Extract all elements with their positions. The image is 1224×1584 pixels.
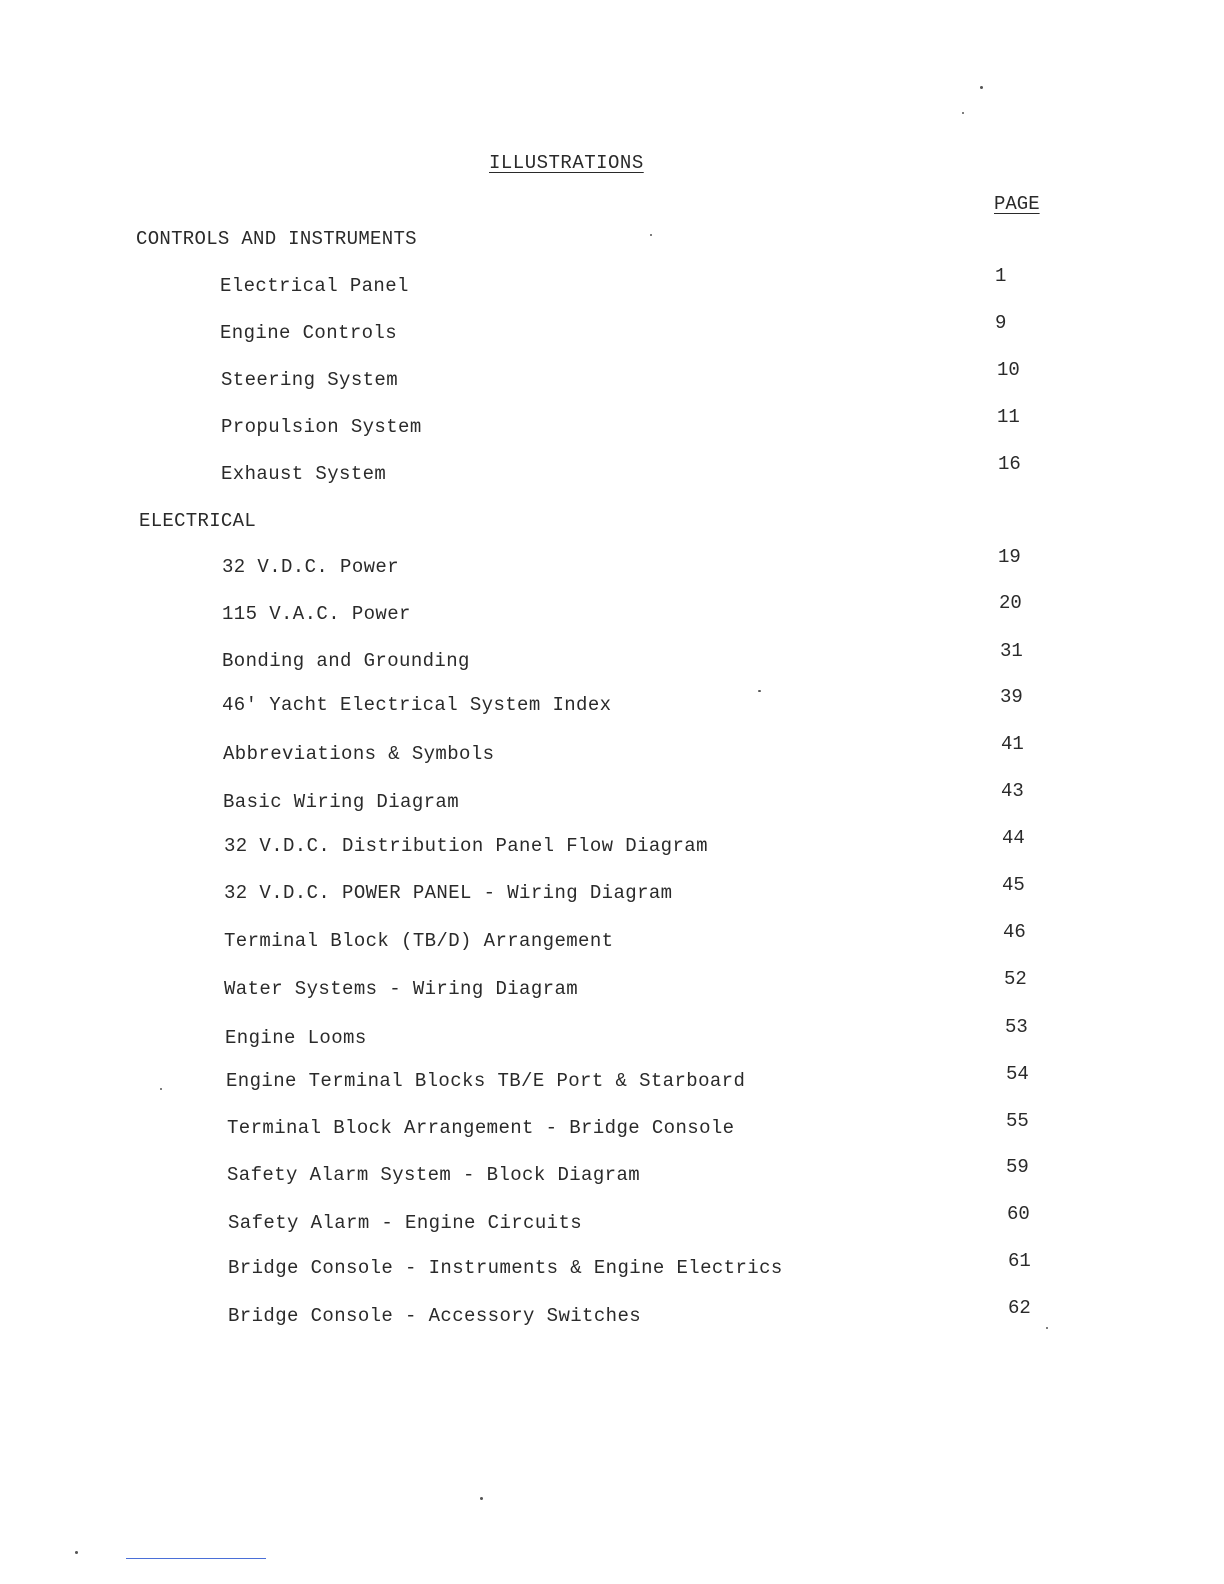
entry-label: Bridge Console - Accessory Switches xyxy=(228,1305,642,1327)
entry-label: Safety Alarm - Engine Circuits xyxy=(228,1212,583,1234)
entry-page-number: 9 xyxy=(995,312,1007,334)
entry-label: Bonding and Grounding xyxy=(222,650,470,672)
scan-speck xyxy=(650,234,652,236)
entry-label: Terminal Block (TB/D) Arrangement xyxy=(224,930,614,952)
entry-page-number: 54 xyxy=(1006,1063,1029,1085)
entry-page-number: 60 xyxy=(1007,1203,1030,1225)
page-column-header: PAGE xyxy=(994,193,1040,215)
entry-page-number: 10 xyxy=(997,359,1020,381)
entry-page-number: 45 xyxy=(1002,874,1025,896)
entry-label: Safety Alarm System - Block Diagram xyxy=(227,1164,641,1186)
entry-page-number: 59 xyxy=(1006,1156,1029,1178)
entry-page-number: 46 xyxy=(1003,921,1026,943)
entry-label: Electrical Panel xyxy=(220,275,409,297)
entry-page-number: 62 xyxy=(1008,1297,1031,1319)
entry-page-number: 20 xyxy=(999,592,1022,614)
entry-label: 115 V.A.C. Power xyxy=(222,603,411,625)
entry-page-number: 1 xyxy=(995,265,1007,287)
entry-page-number: 11 xyxy=(997,406,1020,428)
entry-page-number: 43 xyxy=(1001,780,1024,802)
scan-speck xyxy=(1046,1327,1048,1329)
entry-label: Steering System xyxy=(221,369,399,391)
scan-speck xyxy=(480,1497,483,1500)
entry-label: Engine Looms xyxy=(225,1027,367,1049)
scan-speck xyxy=(758,690,761,692)
entry-label: Exhaust System xyxy=(221,463,387,485)
entry-page-number: 39 xyxy=(1000,686,1023,708)
entry-page-number: 61 xyxy=(1008,1250,1031,1272)
section-heading-electrical: ELECTRICAL xyxy=(139,510,257,532)
entry-page-number: 44 xyxy=(1002,827,1025,849)
entry-label: 32 V.D.C. Distribution Panel Flow Diagram xyxy=(224,835,708,857)
entry-page-number: 52 xyxy=(1004,968,1027,990)
entry-label: Bridge Console - Instruments & Engine Electrics xyxy=(228,1257,783,1279)
entry-label: Abbreviations & Symbols xyxy=(223,743,495,765)
entry-label: Engine Controls xyxy=(220,322,398,344)
entry-label: 32 V.D.C. POWER PANEL - Wiring Diagram xyxy=(224,882,673,904)
entry-page-number: 31 xyxy=(1000,640,1023,662)
entry-page-number: 19 xyxy=(998,546,1021,568)
scan-speck xyxy=(962,112,964,114)
document-title: ILLUSTRATIONS xyxy=(489,152,644,174)
scan-speck xyxy=(160,1088,162,1090)
entry-label: 46' Yacht Electrical System Index xyxy=(222,694,612,716)
scan-edge-line xyxy=(126,1558,266,1559)
entry-label: Water Systems - Wiring Diagram xyxy=(224,978,579,1000)
entry-label: Propulsion System xyxy=(221,416,422,438)
entry-page-number: 41 xyxy=(1001,733,1024,755)
scan-speck xyxy=(75,1551,78,1554)
section-heading-controls: CONTROLS AND INSTRUMENTS xyxy=(136,228,417,250)
entry-label: 32 V.D.C. Power xyxy=(222,556,400,578)
entry-page-number: 16 xyxy=(998,453,1021,475)
entry-page-number: 55 xyxy=(1006,1110,1029,1132)
entry-label: Basic Wiring Diagram xyxy=(223,791,460,813)
entry-page-number: 53 xyxy=(1005,1016,1028,1038)
scan-speck xyxy=(980,86,983,89)
entry-label: Engine Terminal Blocks TB/E Port & Starboard xyxy=(226,1070,746,1092)
entry-label: Terminal Block Arrangement - Bridge Console xyxy=(227,1117,735,1139)
